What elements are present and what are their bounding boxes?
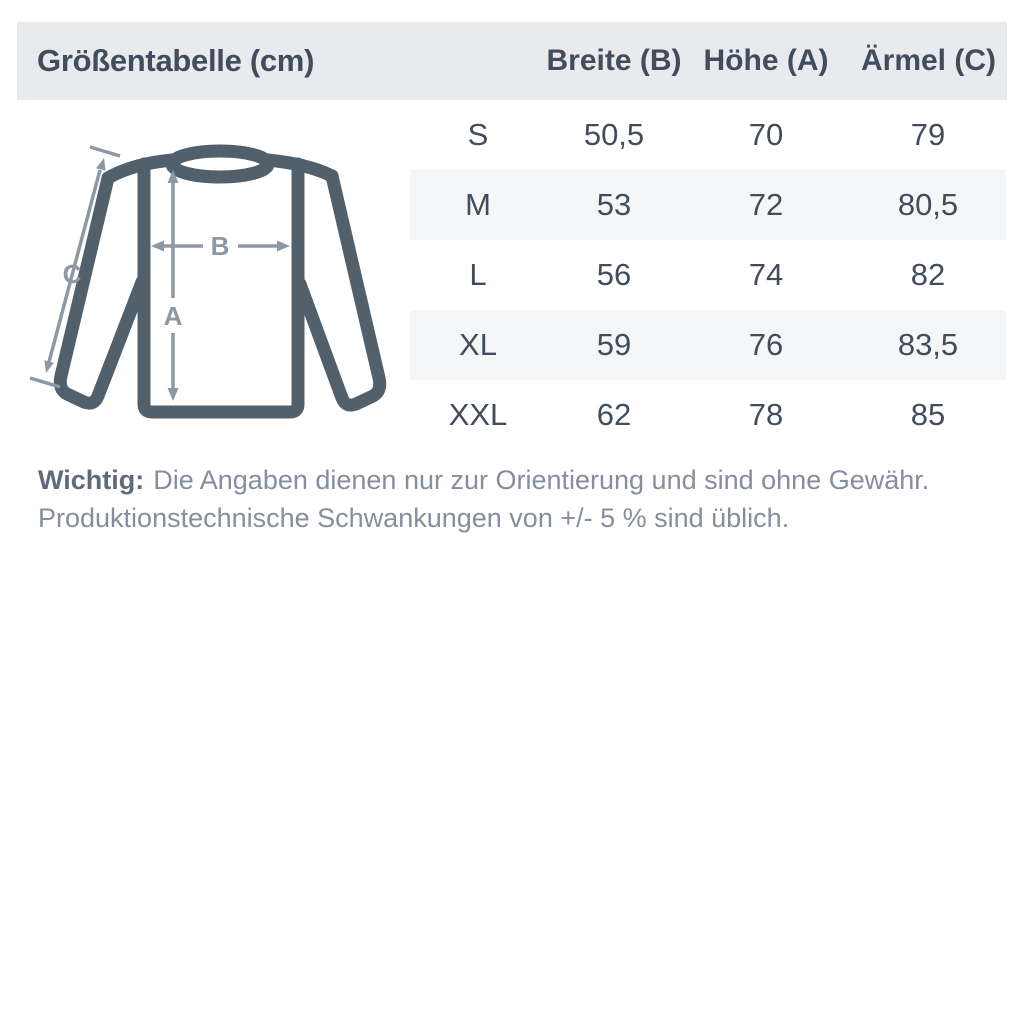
left-sleeve — [60, 178, 142, 403]
table-row-m — [410, 170, 1006, 240]
breite-value: 62 — [596, 397, 632, 432]
hoehe-value: 74 — [748, 257, 784, 292]
column-header-aermel: Ärmel (C) — [860, 44, 996, 77]
size-label: XL — [459, 327, 497, 362]
table-row-s — [410, 100, 1006, 170]
hoehe-value: 76 — [748, 327, 784, 362]
right-sleeve — [300, 176, 380, 405]
table-header — [17, 22, 1007, 100]
hoehe-value: 72 — [748, 187, 784, 222]
column-header-breite: Breite (B) — [546, 44, 682, 77]
breite-value: 53 — [596, 187, 632, 222]
aermel-value: 82 — [910, 257, 946, 292]
hoehe-value: 78 — [748, 397, 784, 432]
table-row-xl — [410, 310, 1006, 380]
size-label: M — [465, 187, 491, 222]
aermel-value: 80,5 — [897, 187, 959, 222]
breite-value: 56 — [596, 257, 632, 292]
size-label: L — [469, 257, 487, 292]
sleeve-arrowhead-bottom — [44, 360, 54, 373]
aermel-value: 85 — [910, 397, 946, 432]
breite-value: 50,5 — [583, 117, 645, 152]
column-header-hoehe: Höhe (A) — [703, 44, 829, 77]
note-prefix: Wichtig: — [38, 465, 145, 495]
size-table-body — [410, 100, 1006, 450]
note-line-1 — [38, 461, 998, 499]
breite-value: 59 — [596, 327, 632, 362]
height-label: A — [163, 301, 183, 331]
table-row-xxl — [410, 380, 1006, 450]
note-text-2: Produktionstechnische Schwankungen von +/- 5 % sind üblich. — [38, 503, 790, 533]
aermel-value: 83,5 — [897, 327, 959, 362]
sleeve-arrowhead-top — [96, 158, 106, 171]
collar — [172, 151, 268, 177]
disclaimer-note — [38, 461, 998, 537]
sweater-measurement-diagram — [20, 120, 420, 440]
width-label: B — [210, 231, 230, 261]
table-row-l — [410, 240, 1006, 310]
aermel-value: 79 — [910, 117, 946, 152]
page-title: Größentabelle (cm) — [37, 43, 315, 78]
note-line-2 — [38, 499, 998, 537]
hoehe-value: 70 — [748, 117, 784, 152]
size-label: S — [467, 117, 489, 152]
torso — [144, 164, 298, 412]
sleeve-arrow-top-tick — [90, 147, 120, 156]
sleeve-label: C — [62, 259, 82, 289]
size-label: XXL — [448, 397, 508, 432]
note-text-1: Die Angaben dienen nur zur Orientierung und sind ohne Gewähr. — [153, 465, 930, 495]
